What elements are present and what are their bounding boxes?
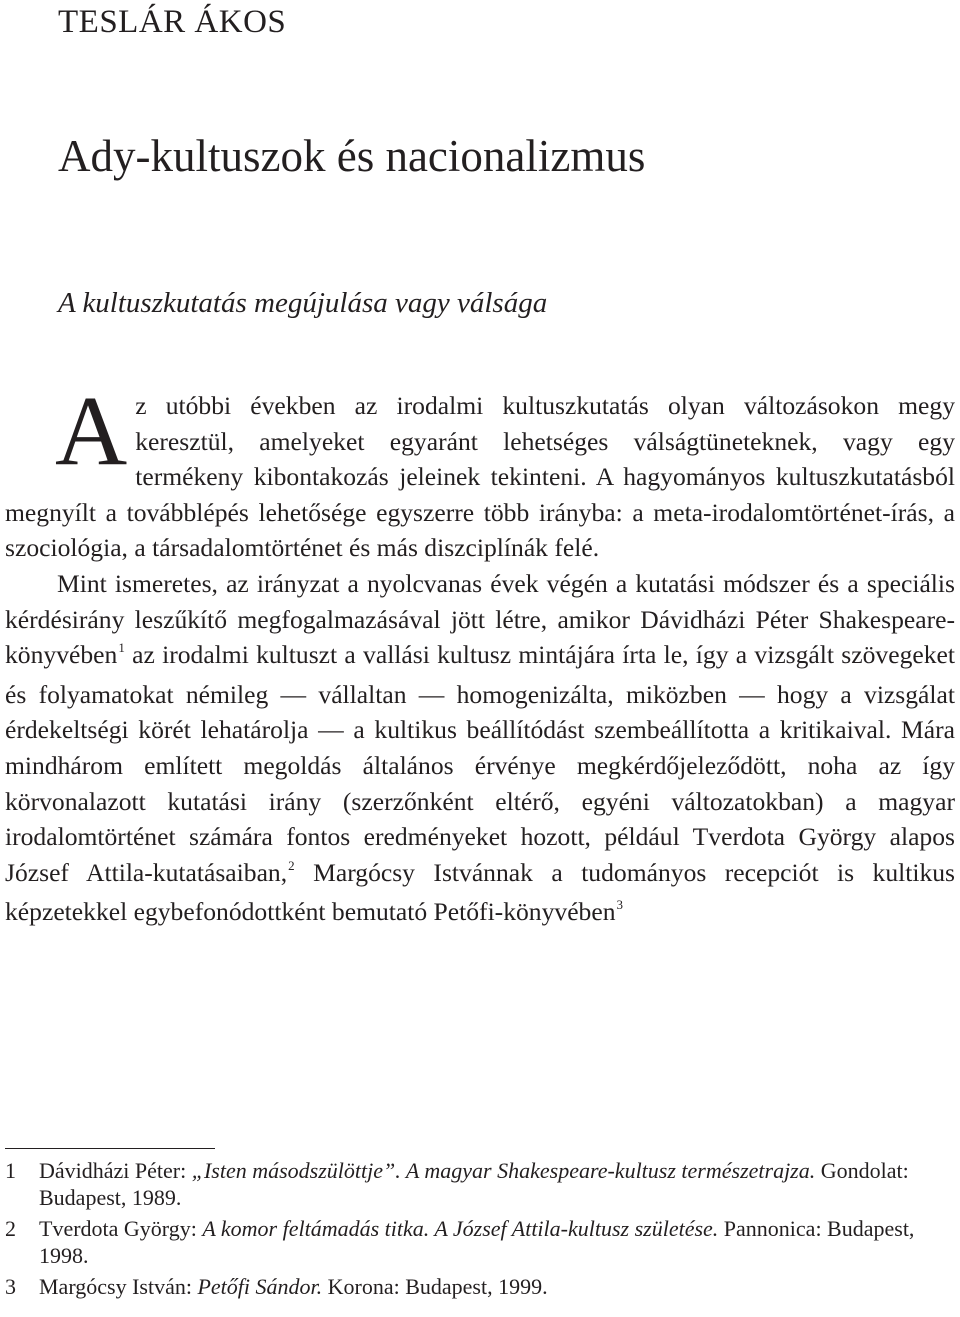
footnote-author: Dávidházi Péter:: [39, 1158, 192, 1183]
footnote-number: 3: [5, 1274, 16, 1299]
footnote-book-title: „Isten másodszülöttje”. A magyar Shakespeare-kultusz természetrajza.: [191, 1158, 816, 1183]
paragraph-2-text-part2: az irodalmi kultuszt a vallási kultusz mintájára írta le, így a vizsgált szövegeket és folyamatokat némileg — vállaltan — homogenizálta, miközben — hogy a vizsgálat érdekeltségi körét lehatárolja — a kultikus beállítódást szembeállította a kritikaival. Mára mindhárom említett megoldás általános érvénye megkérdőjeleződött, noha az így körvonalazott kutatási irány (szerzőnként eltérő, egyéni változatokban) a magyar irodalomtörténet számára fontos eredményeket hozott, például Tverdota György alapos József Attila-kutatásaiban,: [5, 640, 955, 887]
footnote-book-title: Petőfi Sándor.: [197, 1274, 323, 1299]
article-body: [5, 375, 956, 934]
footnote-author: Margócsy István:: [39, 1274, 198, 1299]
footnote-book-title: A komor feltámadás titka. A József Attila-kultusz születése.: [202, 1216, 719, 1241]
footnote-2: [5, 1215, 955, 1269]
footnote-number: 2: [5, 1216, 16, 1241]
paragraph-1: [5, 375, 955, 566]
footnote-ref-2[interactable]: 2: [288, 857, 295, 873]
article-title: Ady-kultuszok és nacionalizmus: [58, 131, 646, 181]
footnote-1: [5, 1157, 955, 1211]
footnotes: [5, 1157, 955, 1304]
drop-cap: A: [55, 375, 128, 486]
footnote-3: [5, 1273, 955, 1300]
footnote-divider: [5, 1148, 215, 1149]
section-subtitle: A kultuszkutatás megújulása vagy válsága: [58, 287, 548, 319]
footnote-number: 1: [5, 1158, 16, 1183]
paragraph-2: [5, 566, 955, 934]
footnote-author: Tverdota György:: [39, 1216, 203, 1241]
footnote-publisher: Korona: Budapest, 1999.: [322, 1274, 548, 1299]
paragraph-1-text: z utóbbi években az irodalmi kultuszkutatás olyan változásokon megy keresztül, amelyeket egyaránt lehetséges válságtüneteknek, vagy egy termékeny kibontakozás jeleinek tekinteni. A hagyományos kultuszkutatásból megnyílt a továbblépés lehetősége egyszerre több irányba: a meta-irodalomtörténet-írás, a szociológia, a társadalomtörténet és más diszciplínák felé.: [5, 391, 955, 563]
paragraph-2-text-part3: Margócsy Istvánnak a tudományos recepciót is kultikus képzetekkel egybefonódottként bemutató Petőfi-könyvében: [5, 857, 956, 927]
footnote-ref-1[interactable]: 1: [118, 640, 125, 656]
paragraph-2-text-part1: Mint ismeretes, az irányzat a nyolcvanas évek végén a kutatási módszer és a speciális kérdésirány leszűkítő megfogalmazásával jött létre, amikor Dávidházi Péter Shakespeare-könyvében: [5, 568, 955, 670]
footnote-ref-3[interactable]: 3: [616, 897, 624, 913]
footnote-publisher: Gondolat: Budapest, 1989.: [39, 1158, 909, 1210]
author-name: TESLÁR ÁKOS: [58, 4, 287, 40]
footnote-publisher: Pannonica: Budapest, 1998.: [39, 1216, 915, 1268]
